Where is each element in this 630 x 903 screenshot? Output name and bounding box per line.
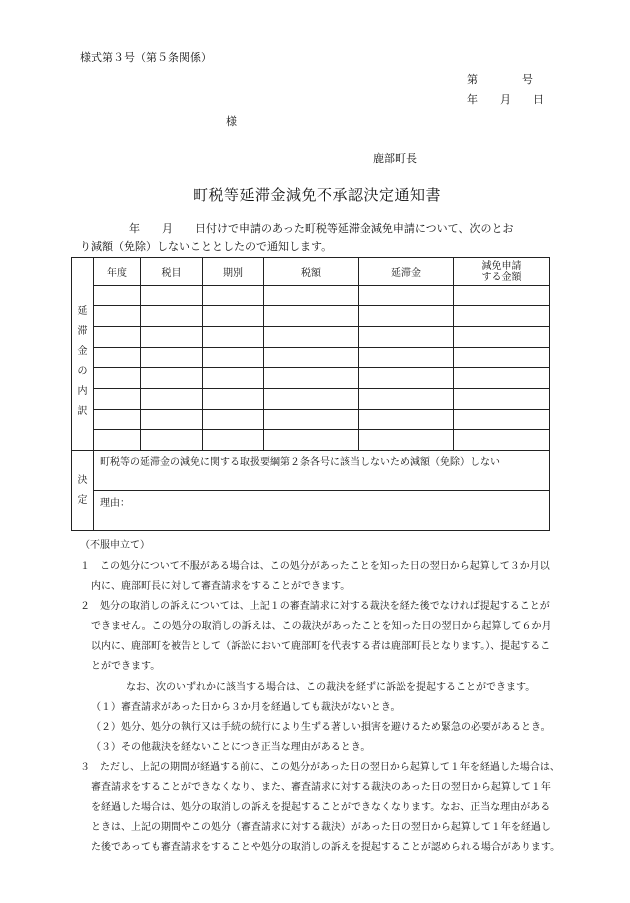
reason-row — [72, 491, 550, 531]
table-row — [72, 327, 550, 348]
table-cell[interactable] — [359, 286, 454, 306]
side-label-char: の — [77, 366, 88, 377]
table-row — [72, 348, 550, 368]
document-title: 町税等延滞金減免不承認決定通知書 — [193, 186, 442, 204]
side-label-char: 延 — [77, 306, 88, 317]
table-cell[interactable] — [454, 286, 550, 306]
table-cell[interactable] — [264, 368, 359, 389]
table-cell[interactable] — [359, 327, 454, 348]
table-cell[interactable] — [454, 327, 550, 348]
table-cell[interactable] — [203, 430, 264, 451]
table-cell[interactable] — [454, 389, 550, 410]
reason-field[interactable]: 理由： — [94, 491, 550, 531]
intro-line-2: り減額（免除）しないこととしたので通知します。 — [80, 240, 333, 253]
appeal-line: ときは、上記の期間やこの処分（審査請求に対する裁決）があった日の翌日から起算して１年を経過し — [91, 822, 551, 833]
table-cell[interactable] — [203, 306, 264, 327]
table-cell[interactable] — [454, 430, 550, 451]
table-cell[interactable] — [203, 410, 264, 430]
appeal-line: （１）審査請求があった日から３か月を経過しても裁決がないとき。 — [91, 702, 401, 713]
appeal-line: 内に、鹿部町長に対して審査請求をすることができます。 — [91, 581, 351, 592]
table-cell[interactable] — [359, 410, 454, 430]
table-cell[interactable] — [264, 389, 359, 410]
table-cell[interactable] — [203, 389, 264, 410]
side-label-char: 金 — [77, 346, 88, 357]
decision-text: 町税等の延滞金の減免に関する取扱要綱第２条各号に該当しないため減額（免除）しない — [94, 451, 550, 491]
table-cell[interactable] — [454, 306, 550, 327]
table-header-row — [72, 258, 550, 286]
table-cell[interactable] — [454, 368, 550, 389]
side-label-breakdown — [72, 258, 94, 451]
table-cell[interactable] — [141, 430, 203, 451]
table-cell[interactable] — [203, 348, 264, 368]
column-header-tax-amount: 税額 — [264, 258, 359, 286]
column-header-requested-line1: 減免申請 — [481, 260, 522, 272]
table-cell[interactable] — [141, 389, 203, 410]
table-cell[interactable] — [359, 430, 454, 451]
appeal-line: を経過した場合は、処分の取消しの訴えを提起することができなくなります。なお、正当な理由がある — [91, 802, 551, 813]
appeal-line: （３）その他裁決を経ないことにつき正当な理由があるとき。 — [91, 742, 371, 753]
appeal-line: なお、次のいずれかに該当する場合は、この裁決を経ずに訴訟を提起することができます。 — [126, 682, 536, 693]
table-row — [72, 389, 550, 410]
table-cell[interactable] — [141, 306, 203, 327]
decision-label-char: 決 — [77, 474, 88, 486]
table-cell[interactable] — [141, 368, 203, 389]
table-cell[interactable] — [94, 286, 141, 306]
side-label-char: 訳 — [77, 406, 88, 417]
appeal-heading: （不服申立て） — [80, 540, 150, 551]
issuer-name: 鹿部町長 — [373, 152, 417, 165]
table-cell[interactable] — [264, 306, 359, 327]
table-row — [72, 306, 550, 327]
appeal-line: とができます。 — [91, 661, 161, 672]
table-cell[interactable] — [454, 348, 550, 368]
table-cell[interactable] — [141, 327, 203, 348]
appeal-line: （２）処分、処分の執行又は手続の続行により生ずる著しい損害を避けるため緊急の必要があるとき。 — [91, 722, 551, 733]
side-label-char: 内 — [77, 386, 88, 397]
table-cell[interactable] — [141, 410, 203, 430]
decision-label-char: 定 — [77, 494, 88, 506]
table-cell[interactable] — [203, 368, 264, 389]
table-row — [72, 410, 550, 430]
appeal-line: 以内に、鹿部町を被告として（訴訟において鹿部町を代表する者は鹿部町長となります。）、提起するこ — [91, 641, 551, 652]
decision-row — [72, 451, 550, 491]
table-cell[interactable] — [264, 327, 359, 348]
table-row — [72, 430, 550, 451]
table-cell[interactable] — [359, 389, 454, 410]
table-cell[interactable] — [359, 348, 454, 368]
table-cell[interactable] — [94, 327, 141, 348]
document-number-label: 第 号 — [467, 73, 533, 86]
table-cell[interactable] — [454, 410, 550, 430]
form-number: 様式第３号（第５条関係） — [80, 51, 212, 64]
table-cell[interactable] — [94, 430, 141, 451]
table-cell[interactable] — [94, 368, 141, 389]
intro-line-1: 年 月 日付けで申請のあった町税等延滞金減免申請について、次のとお — [129, 222, 514, 235]
appeal-line: 審査請求をすることができなくなり、また、審査請求に対する裁決のあった日の翌日から起算して１年 — [91, 782, 551, 793]
appeal-line: ３ ただし、上記の期間が経過する前に、この処分があった日の翌日から起算して１年を経過した場合は、 — [80, 762, 560, 773]
appeal-line: ２ 処分の取消しの訴えについては、上記１の審査請求に対する裁決を経た後でなければ提起することが — [80, 601, 550, 612]
side-label-char: 滞 — [77, 326, 88, 337]
table-cell[interactable] — [359, 368, 454, 389]
recipient-suffix: 様 — [226, 115, 237, 128]
table-cell[interactable] — [264, 348, 359, 368]
table-cell[interactable] — [264, 430, 359, 451]
table-row — [72, 368, 550, 389]
appeal-line: た後であっても審査請求をすることや処分の取消しの訴えを提起することが認められる場合があります。 — [91, 842, 561, 853]
column-header-period: 期別 — [203, 258, 264, 286]
table-cell[interactable] — [359, 306, 454, 327]
table-cell[interactable] — [94, 410, 141, 430]
table-cell[interactable] — [94, 389, 141, 410]
appeal-line: できません。この処分の取消しの訴えは、この裁決があったことを知った日の翌日から起算して６か月 — [91, 621, 552, 632]
table-cell[interactable] — [94, 306, 141, 327]
table-cell[interactable] — [94, 348, 141, 368]
column-header-requested-line2: する金額 — [481, 271, 522, 283]
column-header-tax-item: 税目 — [141, 258, 203, 286]
table-cell[interactable] — [264, 410, 359, 430]
table-cell[interactable] — [264, 286, 359, 306]
column-header-requested-amount — [454, 258, 550, 286]
column-header-late-fee: 延滞金 — [359, 258, 454, 286]
table-cell[interactable] — [203, 327, 264, 348]
table-cell[interactable] — [141, 348, 203, 368]
appeal-line: １ この処分について不服がある場合は、この処分があったことを知った日の翌日から起算して３か月以 — [80, 561, 550, 572]
issue-date-label: 年 月 日 — [467, 93, 544, 106]
table-cell[interactable] — [141, 286, 203, 306]
table-row — [72, 286, 550, 306]
delinquency-breakdown-table — [71, 257, 550, 531]
column-header-fiscal-year: 年度 — [94, 258, 141, 286]
table-cell[interactable] — [203, 286, 264, 306]
decision-label — [72, 451, 94, 531]
